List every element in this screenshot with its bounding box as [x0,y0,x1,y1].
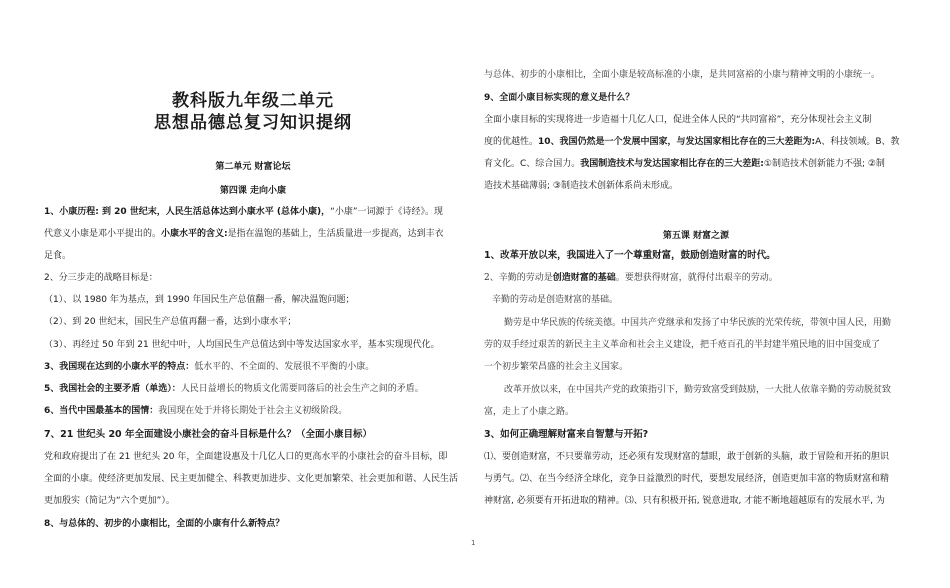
p9-line2: 度的优越性。10、我国仍然是一个发展中国家，与发达国家相比存在的三大差距为:A、科技领域。B、教 [484,137,900,147]
p2-item1: （1）、以 1980 年为基点，到 1990 年国民生产总值翻一番，解决温饱问题； [44,295,355,305]
r1-heading: 1、改革开放以来，我国进入了一个尊重财富，鼓励创造财富的时代。 [484,250,776,261]
lesson5-heading: 第五课 财富之源 [662,231,730,241]
p7-heading: 7、21 世纪头 20 年全面建设小康社会的奋斗目标是什么？（全面小康目标） [44,429,372,440]
r0-line: 与总体、初步的小康相比，全面小康是较高标准的小康，是共同富裕的小康与精神文明的小康统一。 [484,70,881,80]
p7-line2: 全面的小康。使经济更加发展、民主更加健全、科教更加进步、文化更加繁荣、社会更加和谐、人民生活 [44,474,459,484]
p6-line: 6、当代中国最基本的国情：我国现在处于并将长期处于社会主义初级阶段。 [44,406,348,416]
p1-line1: 1、小康历程: 到 20 世纪末，人民生活总体达到小康水平 (总体小康)，“小康”一词源于《诗经》。现 [44,207,443,217]
r2-para1-line3: 一个初步繁荣昌盛的社会主义国家。 [484,362,629,372]
page-number: 1 [471,539,476,547]
p2-item2: （2）、到 20 世纪末，国民生产总值再翻一番，达到小康水平； [44,317,297,327]
r2-para1-line1: 勤劳是中华民族的传统美德。中国共产党继承和发扬了中华民族的光荣传统，带领中国人民，用勤 [504,318,892,328]
p3-line: 3、我国现在达到的小康水平的特点：低水平的、不全面的、发展很不平衡的小康。 [44,362,375,372]
unit-heading: 第二单元 财富论坛 [215,162,291,172]
p1-line2: 代意义小康是邓小平提出的。小康水平的含义:是指在温饱的基础上，生活质量进一步提高，达到丰衣 [44,229,444,239]
r2-line1: 2、辛勤的劳动是创造财富的基础。要想获得财富，就得付出艰辛的劳动。 [484,273,778,283]
p2-item3: （3）、再经过 50 年到 21 世纪中叶，人均国民生产总值达到中等发达国家水平，基本实现现代化。 [44,340,440,350]
p2-heading: 2、分三步走的战略目标是： [44,273,158,283]
r2-para1-line2: 劳的双手经过艰苦的新民主主义革命和社会主义建设，把千疮百孔的半封建半殖民地的旧中国变成了 [484,340,881,350]
r2-line2: 辛勤的劳动是创造财富的基础。 [492,295,619,305]
p9-heading: 9、全面小康目标实现的意义是什么？ [484,93,635,103]
p9-line4: 造技术基础薄弱; ③制造技术创新体系尚未形成。 [484,181,678,191]
r2-para2-line1: 改革开放以来，在中国共产党的政策指引下，勤劳致富受到鼓励，一大批人依靠辛勤的劳动脱贫致 [504,385,892,395]
lesson4-heading: 第四课 走向小康 [219,186,287,196]
p7-line1: 党和政府提出了在 21 世纪头 20 年，全面建设惠及十几亿人口的更高水平的小康社会的奋斗目标，即 [44,452,448,462]
p9-line1: 全面小康目标的实现将进一步造福十几亿人口，促进全体人民的“共同富裕”，充分体现社会主义制 [484,115,872,125]
r3-line1: ⑴、要创造财富，不只要靠劳动，还必须有发现财富的慧眼，敢于创新的头脑，敢于冒险和开拓的胆识 [484,452,890,462]
p1-line3: 足食。 [44,251,72,261]
p9-line3: 育文化。C、综合国力。我国制造技术与发达国家相比存在的三大差距:①制造技术创新能力不强; ②制 [484,159,885,169]
r2-para2-line2: 富，走上了小康之路。 [484,407,575,417]
doc-title-line2: 思想品德总复习知识提纲 [154,113,352,133]
r3-line3: 神财富, 必须要有开拓进取的精神。⑶、只有积极开拓, 锐意进取, 才能不断地超越原有的发展水平, 为 [484,496,885,506]
doc-title-line1: 教科版九年级二单元 [172,91,334,111]
p5-line: 5、我国社会的主要矛盾（单选）：人民日益增长的物质文化需要同落后的社会生产之间的矛盾。 [44,384,424,394]
r3-heading: 3、如何正确理解财富来自智慧与开拓? [484,429,649,440]
p7-line3: 更加殷实（简记为“六个更加”）。 [44,496,175,506]
r3-line2: 与勇气。⑵、在当今经济全球化，竞争日益激烈的时代，要想发展经济，创造更加丰富的物质财富和精 [484,474,890,484]
p8-heading: 8、与总体的、初步的小康相比，全面的小康有什么新特点？ [44,519,285,529]
